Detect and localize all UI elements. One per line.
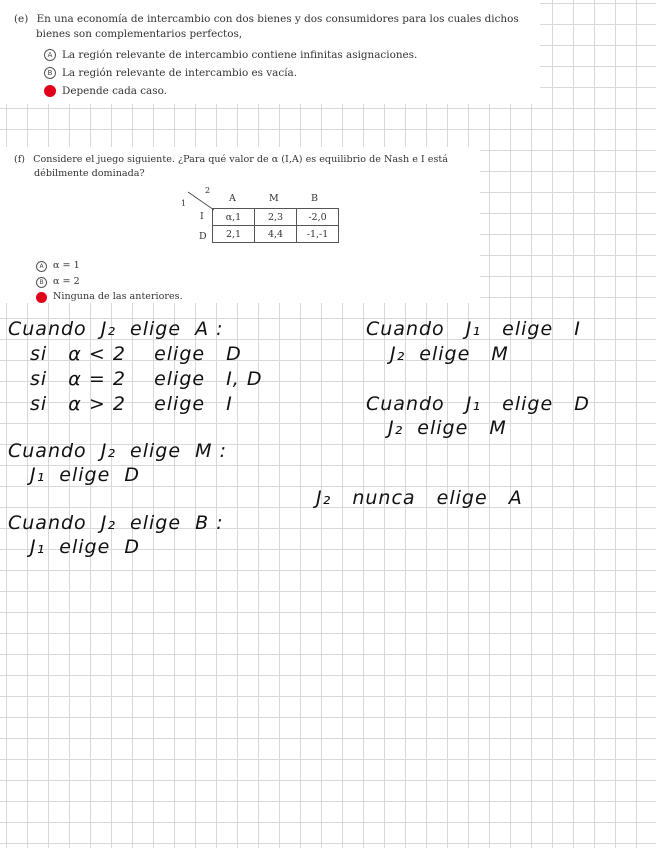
option-f-b[interactable] (36, 275, 80, 289)
option-e-c[interactable] (44, 84, 167, 98)
row-label-i: I (200, 211, 204, 222)
payoff-matrix (212, 208, 339, 243)
option-marker-icon[interactable]: B (44, 67, 56, 79)
option-e-b-text: La región relevante de intercambio es vacía. (62, 67, 298, 79)
question-e-label: (e) (14, 13, 29, 25)
handwritten-note: si α = 2 elige I, D (30, 368, 263, 390)
question-f-line2: débilmente dominada? (34, 168, 145, 179)
col-header-m: M (269, 193, 279, 204)
payoff-cell: 2,1 (213, 226, 255, 243)
handwritten-note: Cuando J₂ elige M : (8, 440, 227, 462)
payoff-cell: -2,0 (297, 209, 339, 226)
payoff-cell: 2,3 (255, 209, 297, 226)
question-e-block (0, 0, 540, 104)
option-f-a[interactable] (36, 259, 80, 273)
option-f-a-text: α = 1 (53, 260, 80, 271)
payoff-cell: α,1 (213, 209, 255, 226)
option-marker-icon[interactable]: B (36, 277, 47, 288)
table-row (213, 209, 339, 226)
question-e-line2: bienes son complementarios perfectos, (36, 28, 243, 40)
col-header-a: A (229, 193, 236, 204)
handwritten-note: Cuando J₁ elige D (366, 393, 590, 415)
handwritten-note: J₂ elige M (388, 417, 507, 439)
selected-marker-icon[interactable] (36, 292, 47, 303)
table-row (213, 226, 339, 243)
option-marker-icon[interactable]: A (36, 261, 47, 272)
player-col-label: 2 (205, 186, 211, 195)
option-f-b-text: α = 2 (53, 276, 80, 287)
selected-marker-icon[interactable] (44, 85, 56, 97)
option-f-c[interactable] (36, 290, 183, 304)
option-e-c-text: Depende cada caso. (62, 85, 167, 97)
option-e-b[interactable] (44, 66, 297, 80)
row-label-d: D (199, 231, 207, 242)
handwritten-note: Cuando J₁ elige I (366, 318, 581, 340)
handwritten-note: J₁ elige D (30, 536, 141, 558)
handwritten-note: Cuando J₂ elige B : (8, 512, 224, 534)
handwritten-note: si α > 2 elige I (30, 393, 233, 415)
question-e-line1: En una economía de intercambio con dos bienes y dos consumidores para los cuales dichos (36, 13, 519, 25)
option-e-a[interactable] (44, 48, 417, 62)
option-marker-icon[interactable]: A (44, 49, 56, 61)
handwritten-note: J₂ elige M (390, 343, 509, 365)
question-f-line1: Considere el juego siguiente. ¿Para qué valor de α (I,A) es equilibrio de Nash e I está (33, 154, 448, 165)
option-e-a-text: La región relevante de intercambio contiene infinitas asignaciones. (62, 49, 418, 61)
payoff-cell: 4,4 (255, 226, 297, 243)
player-row-label: 1 (181, 199, 187, 208)
question-f-label: (f) (14, 154, 26, 165)
handwritten-note: si α < 2 elige D (30, 343, 242, 365)
handwritten-note: J₁ elige D (30, 464, 141, 486)
option-f-c-text: Ninguna de las anteriores. (53, 291, 183, 302)
question-e-text (14, 12, 519, 27)
handwritten-note: Cuando J₂ elige A : (8, 318, 224, 340)
question-f-text (14, 152, 448, 167)
col-header-b: B (311, 193, 318, 204)
handwritten-note: J₂ nunca elige A (316, 487, 523, 509)
payoff-cell: -1,-1 (297, 226, 339, 243)
